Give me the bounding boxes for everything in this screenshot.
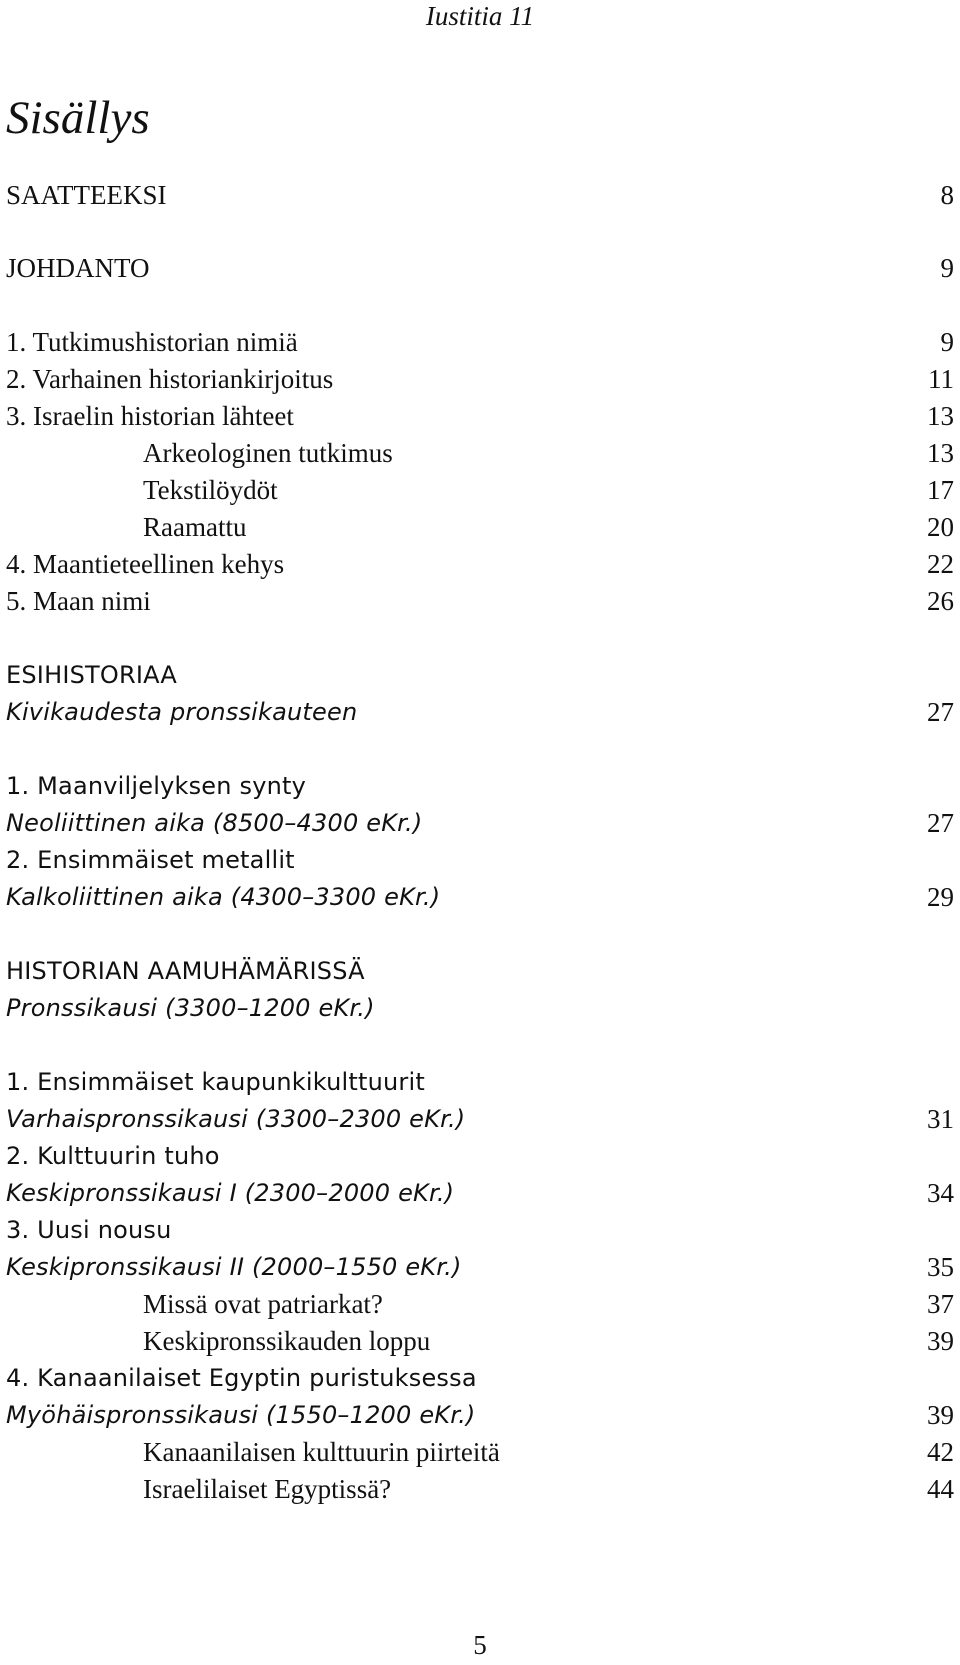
toc-entry-title: SAATTEEKSI: [6, 180, 167, 210]
toc-entry-page: 34: [927, 1178, 954, 1208]
toc-entry-title: 4. Kanaanilaiset Egyptin puristuksessa: [6, 1364, 477, 1392]
toc-entry-page: 37: [927, 1289, 954, 1319]
toc-entry-page: 27: [927, 808, 954, 838]
toc-subentry: [6, 473, 954, 507]
toc-entry-title: JOHDANTO: [6, 253, 150, 283]
toc-entry-page: 13: [927, 401, 954, 431]
toc-entry-page: 17: [927, 475, 954, 505]
toc-entry: [6, 1213, 954, 1247]
toc-entry-page: 26: [927, 586, 954, 616]
toc-entry-title: 1. Tutkimushistorian nimiä: [6, 327, 298, 357]
toc-entry-title: 1. Maanviljelyksen synty: [6, 772, 307, 800]
toc-entry-subtitle: [6, 1398, 954, 1432]
toc-subentry: [6, 1472, 954, 1506]
toc-entry: [6, 1361, 954, 1395]
toc-entry-page: 9: [940, 253, 954, 283]
toc-entry-title: Keskipronssikauden loppu: [143, 1326, 431, 1356]
toc-subentry: [6, 1287, 954, 1321]
toc-subentry: [6, 510, 954, 544]
toc-entry-title: Arkeologinen tutkimus: [143, 438, 393, 468]
toc-entry-title: Kanaanilaisen kulttuurin piirteitä: [143, 1437, 500, 1467]
toc-entry-title: 2. Kulttuurin tuho: [6, 1142, 220, 1170]
toc-entry: [6, 769, 954, 803]
toc-entry-title: Missä ovat patriarkat?: [143, 1289, 383, 1319]
toc-entry: [6, 1065, 954, 1099]
toc-entry-page: 39: [927, 1400, 954, 1430]
toc-entry-page: 22: [927, 549, 954, 579]
toc-section-subtitle: [6, 991, 954, 1025]
toc-entry-page: 35: [927, 1252, 954, 1282]
page-title: Sisällys: [6, 92, 150, 144]
toc-entry-page: 9: [940, 327, 954, 357]
toc-section-heading: [6, 954, 954, 988]
toc-section-heading: [6, 658, 954, 692]
toc-section-subtitle: [6, 695, 954, 729]
toc-entry: [6, 547, 954, 581]
toc-entry-page: 11: [928, 364, 954, 394]
toc-subentry: [6, 436, 954, 470]
toc-entry-title: 4. Maantieteellinen kehys: [6, 549, 285, 579]
toc-entry-page: 27: [927, 697, 954, 727]
toc-entry-page: 8: [940, 180, 954, 210]
toc-entry-subtitle: [6, 1102, 954, 1136]
toc-entry: [6, 1139, 954, 1173]
toc-entry-title: Kalkoliittinen aika (4300–3300 eKr.): [6, 883, 441, 911]
running-head: Iustitia 11: [425, 1, 535, 31]
toc-entry-subtitle: [6, 806, 954, 840]
toc-entry-title: Israelilaiset Egyptissä?: [143, 1474, 392, 1504]
toc-entry: [6, 362, 954, 396]
toc-entry-title: 3. Israelin historian lähteet: [6, 401, 294, 431]
toc-entry-title: Kivikaudesta pronssikauteen: [6, 698, 358, 726]
toc-entry: [6, 251, 954, 285]
toc-entry-title: HISTORIAN AAMUHÄMÄRISSÄ: [6, 957, 365, 985]
toc-entry-title: Tekstilöydöt: [143, 475, 278, 505]
toc-entry: [6, 584, 954, 618]
toc-entry-page: 31: [927, 1104, 954, 1134]
toc-entry: [6, 325, 954, 359]
toc-entry: [6, 399, 954, 433]
toc-entry-page: 13: [927, 438, 954, 468]
toc-entry-title: Neoliittinen aika (8500–4300 eKr.): [6, 809, 423, 837]
toc-entry-subtitle: [6, 1250, 954, 1284]
toc-entry-title: Myöhäispronssikausi (1550–1200 eKr.): [6, 1401, 476, 1429]
toc-subentry: [6, 1435, 954, 1469]
toc-entry-subtitle: [6, 1176, 954, 1210]
toc-entry-title: 2. Ensimmäiset metallit: [6, 846, 295, 874]
toc-entry-title: 1. Ensimmäiset kaupunkikulttuurit: [6, 1068, 425, 1096]
toc-entry-title: ESIHISTORIAA: [6, 661, 178, 689]
toc-entry-title: 3. Uusi nousu: [6, 1216, 172, 1244]
toc-entry-title: Varhaispronssikausi (3300–2300 eKr.): [6, 1105, 466, 1133]
toc-entry-title: Pronssikausi (3300–1200 eKr.): [6, 994, 375, 1022]
page-number: 5: [473, 1630, 487, 1660]
toc-entry-title: Keskipronssikausi II (2000–1550 eKr.): [6, 1253, 462, 1281]
toc-entry-page: 39: [927, 1326, 954, 1356]
toc-entry-title: Keskipronssikausi I (2300–2000 eKr.): [6, 1179, 455, 1207]
toc-entry-page: 42: [927, 1437, 954, 1467]
toc-entry: [6, 178, 954, 212]
toc-entry: [6, 843, 954, 877]
toc-entry-title: 5. Maan nimi: [6, 586, 151, 616]
toc-entry-page: 44: [927, 1474, 954, 1504]
toc-entry-title: Raamattu: [143, 512, 247, 542]
toc-entry-page: 29: [927, 882, 954, 912]
toc-entry-title: 2. Varhainen historiankirjoitus: [6, 364, 334, 394]
toc-subentry: [6, 1324, 954, 1358]
toc-entry-subtitle: [6, 880, 954, 914]
toc-entry-page: 20: [927, 512, 954, 542]
